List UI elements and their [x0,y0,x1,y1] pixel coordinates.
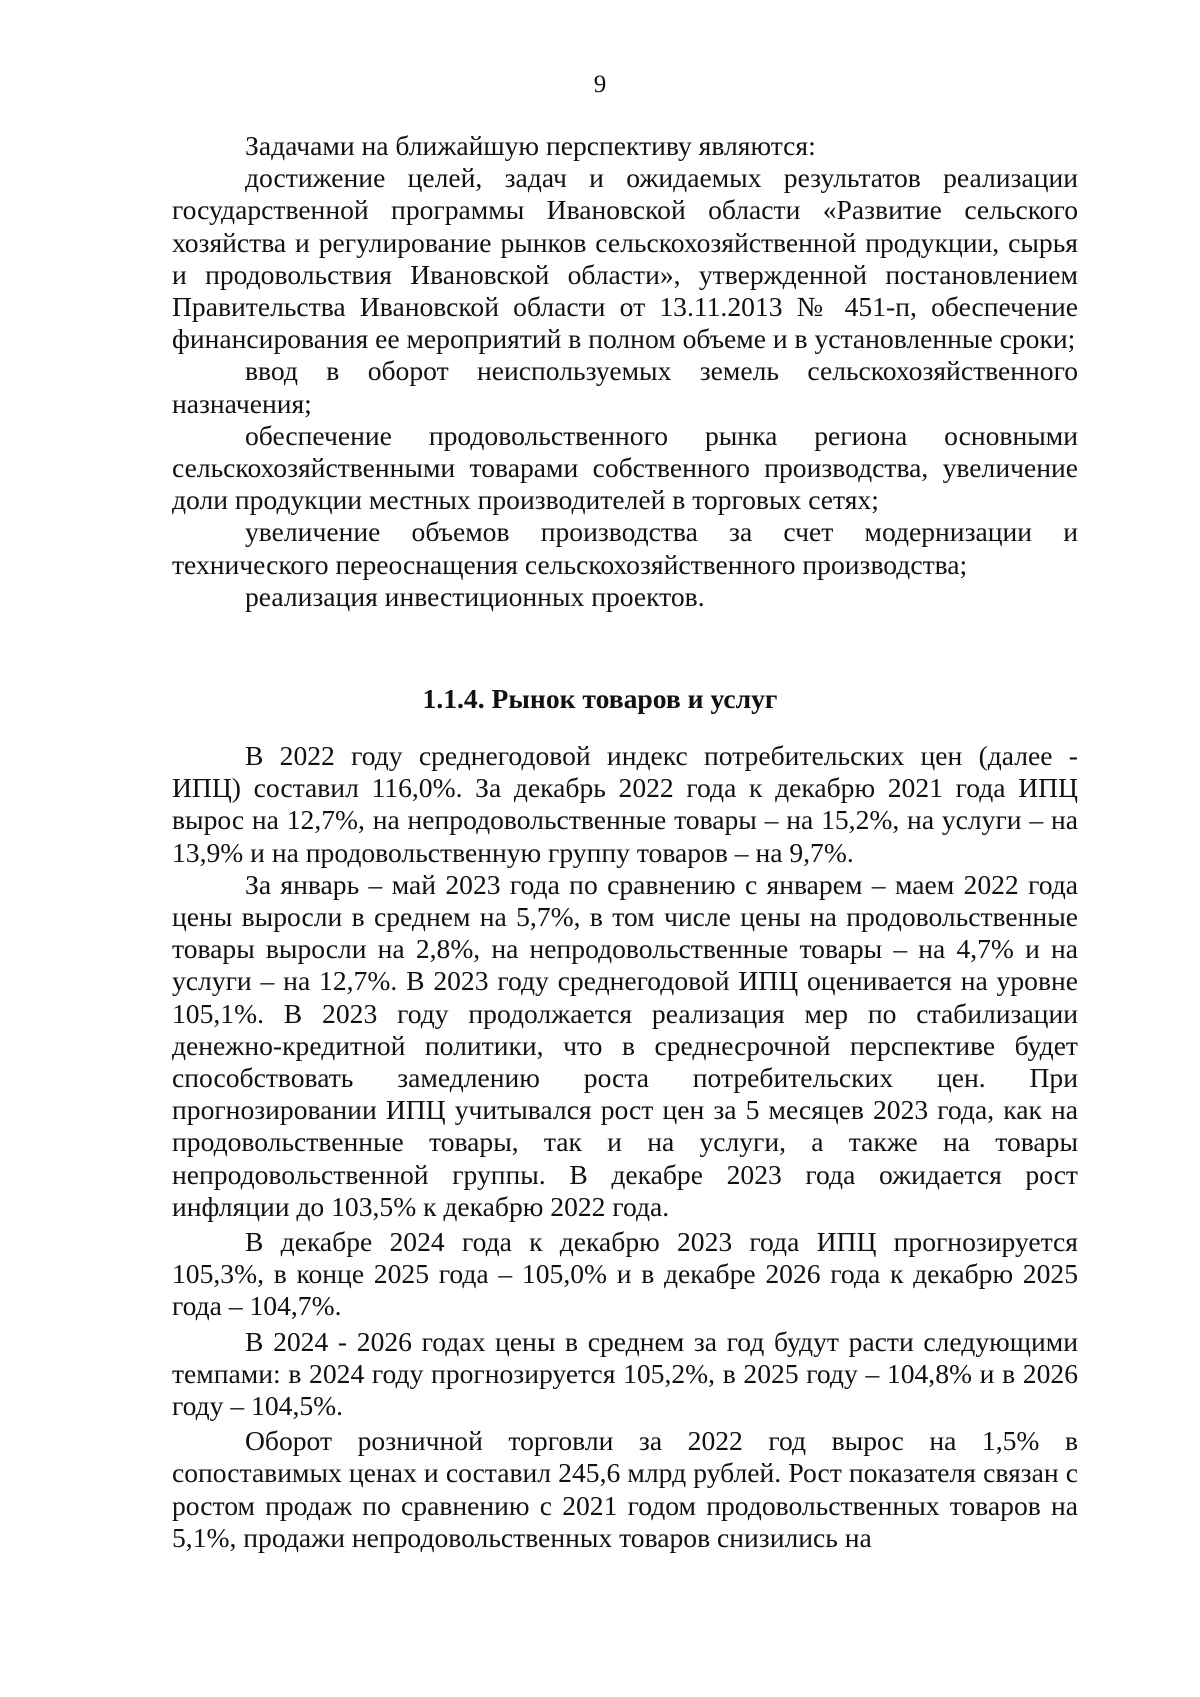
page-number: 9 [593,71,607,98]
paragraph-task-modernization: увеличение объемов производства за счет модернизации и технического переоснащения сельскохозяйственного производства; [172,516,1078,580]
paragraph-cpi-forecast-december: В декабре 2024 года к декабрю 2023 года ИПЦ прогнозируется 105,3%, в конце 2025 года – 105,0% и в декабре 2026 года к декабрю 2025 года – 104,7%. [172,1226,1078,1322]
paragraph-retail-turnover: Оборот розничной торговли за 2022 год вырос на 1,5% в сопоставимых ценах и составил 245,6 млрд рублей. Рост показателя связан с ростом продаж по сравнению с 2021 годом продовольственных товаров на 5,1%, продажи непродовольственных товаров снизились на [172,1425,1078,1553]
paragraph-task-land-use: ввод в оборот неиспользуемых земель сельскохозяйственного назначения; [172,355,1078,419]
paragraph-task-food-market: обеспечение продовольственного рынка региона основными сельскохозяйственными товарами собственного производства, увеличение доли продукции местных производителей в торговых сетях; [172,419,1078,516]
tasks-section [172,130,1078,613]
market-section [172,740,1078,1554]
paragraph-task-investment: реализация инвестиционных проектов. [245,580,705,612]
paragraph-cpi-2022: В 2022 году среднегодовой индекс потребительских цен (далее - ИПЦ) составил 116,0%. За декабрь 2022 года к декабрю 2021 года ИПЦ вырос на 12,7%, на непродовольственные товары – на 15,2%, на услуги – на 13,9% и на продовольственную группу товаров – на 9,7%. [172,740,1078,868]
paragraph-cpi-2023: За январь – май 2023 года по сравнению с январем – маем 2022 года цены выросли в среднем на 5,7%, в том числе цены на продовольственные товары выросли на 2,8%, на непродовольственные товары – на 4,7% и на услуги – на 12,7%. В 2023 году среднегодовой ИПЦ оценивается на уровне 105,1%. В 2023 году продолжается реализация мер по стабилизации денежно-кредитной политики, что в среднесрочной перспективе будет способствовать замедлению роста потребительских цен. При прогнозировании ИПЦ учитывался рост цен за 5 месяцев 2023 года, как на продовольственные товары, так и на услуги, а также на товары непродовольственной группы. В декабре 2023 года ожидается рост инфляции до 103,5% к декабрю 2022 года. [172,868,1078,1222]
paragraph-task-program-goals: достижение целей, задач и ожидаемых результатов реализации государственной программы Ивановской области «Развитие сельского хозяйства и регулирование рынков сельскохозяйственной продукции, сырья и продовольствия Ивановской области», утвержденной постановлением Правительства Ивановской области от 13.11.2013 № 451-п, обеспечение финансирования ее мероприятий в полном объеме и в установленные сроки; [172,162,1078,355]
section-heading: 1.1.4. Рынок товаров и услуг [422,683,778,714]
paragraph-tasks-intro: Задачами на ближайшую перспективу являются: [245,130,816,161]
paragraph-cpi-forecast-average: В 2024 - 2026 годах цены в среднем за год будут расти следующими темпами: в 2024 году прогнозируется 105,2%, в 2025 году – 104,8% и в 2026 году – 104,5%. [172,1325,1078,1422]
